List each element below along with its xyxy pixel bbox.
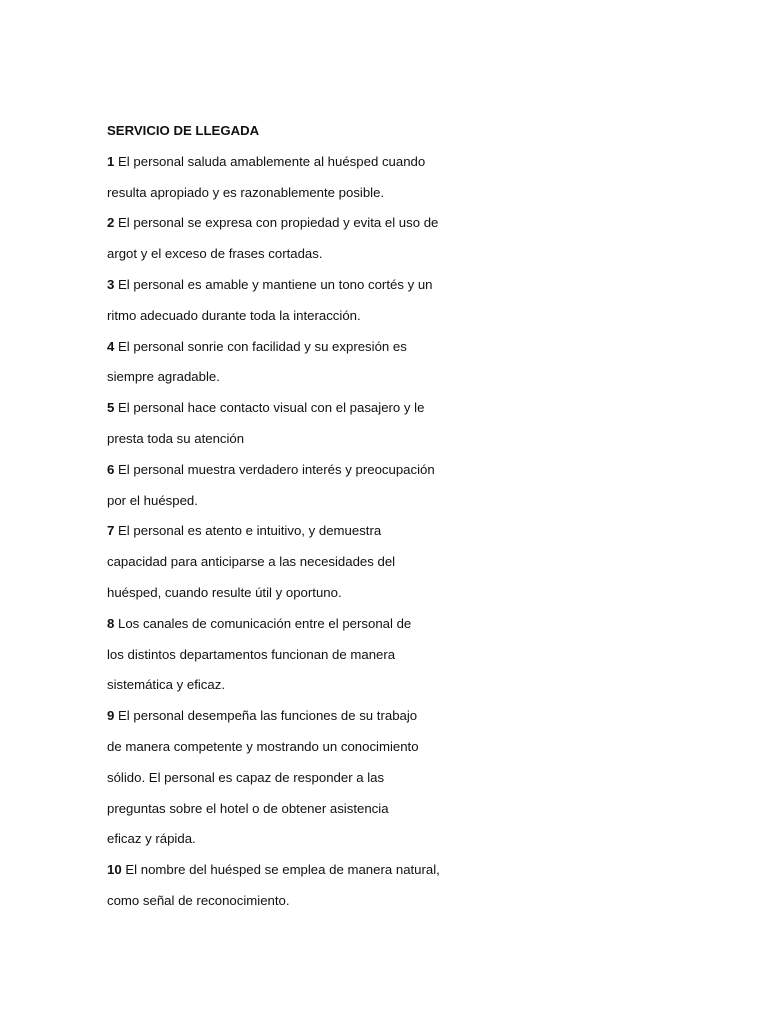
list-item-7-line-2: capacidad para anticiparse a las necesidades del [107,554,396,570]
item-number: 5 [107,400,115,416]
list-item-9-line-5: eficaz y rápida. [107,831,196,847]
item-text: Los canales de comunicación entre el personal de [118,615,412,631]
list-item-6-line-2: por el huésped. [107,492,198,508]
list-item-8-line-1 [107,614,667,645]
list-item-3-line-1 [107,275,667,306]
item-text: El personal muestra verdadero interés y preocupación [118,461,435,477]
document-title: SERVICIO DE LLEGADA [107,123,260,138]
item-number: 6 [107,461,115,477]
list-item-6-line-1 [107,460,667,491]
list-item-7-line-1 [107,521,667,552]
item-number: 2 [107,215,115,231]
item-text: El nombre del huésped se emplea de manera natural, [125,862,440,878]
item-text: El personal es amable y mantiene un tono cortés y un [118,276,433,292]
list-item-7-line-3: huésped, cuando resulte útil y oportuno. [107,584,342,600]
list-item-5-line-2: presta toda su atención [107,430,245,446]
list-item-9-line-3: sólido. El personal es capaz de responder a las [107,769,385,785]
item-number: 3 [107,276,115,292]
list-item-3-line-2: ritmo adecuado durante toda la interacción. [107,307,361,323]
list-item-4-line-1 [107,337,667,368]
list-item-4-line-2: siempre agradable. [107,369,220,385]
list-item-1-line-2: resulta apropiado y es razonablemente posible. [107,184,385,200]
list-item-2-line-2: argot y el exceso de frases cortadas. [107,246,323,262]
item-text: El personal se expresa con propiedad y evita el uso de [118,215,439,231]
item-number: 4 [107,338,115,354]
list-item-9-line-2: de manera competente y mostrando un conocimiento [107,738,419,754]
item-number: 7 [107,523,115,539]
list-item-9-line-1 [107,706,667,737]
list-item-8-line-3: sistemática y eficaz. [107,677,225,693]
item-number: 9 [107,708,115,724]
item-text: El personal hace contacto visual con el pasajero y le [118,400,425,416]
list-item-10-line-2: como señal de reconocimiento. [107,892,290,908]
list-item-8-line-2: los distintos departamentos funcionan de manera [107,646,396,662]
list-item-9-line-4: preguntas sobre el hotel o de obtener asistencia [107,800,389,816]
list-item-2-line-1 [107,213,667,244]
item-text: El personal saluda amablemente al huésped cuando [118,153,426,169]
item-text: El personal es atento e intuitivo, y demuestra [118,523,382,539]
document-page [107,121,667,922]
list-item-5-line-1 [107,398,667,429]
item-number: 8 [107,615,115,631]
item-text: El personal desempeña las funciones de su trabajo [118,708,418,724]
item-text: El personal sonrie con facilidad y su expresión es [118,338,407,354]
list-item-10-line-1 [107,860,667,891]
item-number: 10 [107,862,122,878]
item-number: 1 [107,153,115,169]
list-item-1-line-1 [107,152,667,183]
